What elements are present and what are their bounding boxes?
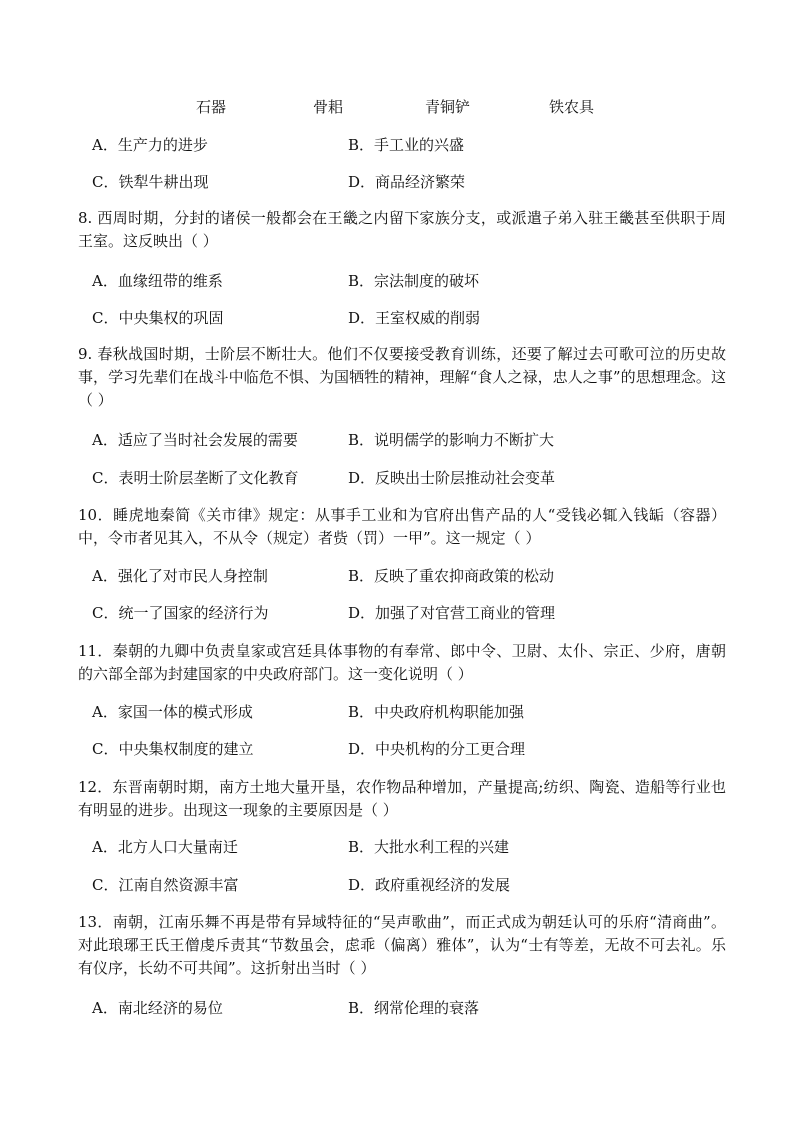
q13-option-b[interactable]: B．纲常伦理的衰落: [348, 999, 480, 1017]
q12-stem: 12．东晋南朝时期，南方土地大量开垦，农作物品种增加，产量提高;纺织、陶瓷、造船等行业也有明显的进步。出现这一现象的主要原因是（ ）: [78, 778, 726, 819]
q10-option-a[interactable]: A．强化了对市民人身控制: [92, 567, 268, 585]
q9-stem: 9. 春秋战国时期，士阶层不断壮大。他们不仅要接受教育训练，还要了解过去可歌可泣的历史故事，学习先辈们在战斗中临危不惧、为国牺牲的精神，理解“食人之禄，忠人之事”的思想理念。这（ ）: [78, 345, 726, 409]
q12-option-a[interactable]: A．北方人口大量南迁: [92, 838, 238, 856]
caption-bronze-shovel: 青铜铲: [425, 98, 471, 116]
q9-option-b[interactable]: B．说明儒学的影响力不断扩大: [348, 431, 555, 449]
q8-option-d[interactable]: D．王室权威的削弱: [348, 309, 481, 327]
q8-option-a[interactable]: A．血缘纽带的维系: [92, 272, 223, 290]
q7-option-b[interactable]: B．手工业的兴盛: [348, 136, 465, 154]
q12-option-b[interactable]: B．大批水利工程的兴建: [348, 838, 510, 856]
q7-option-a[interactable]: A．生产力的进步: [92, 136, 208, 154]
q11-option-b[interactable]: B．中央政府机构职能加强: [348, 703, 525, 721]
q12-option-d[interactable]: D．政府重视经济的发展: [348, 876, 511, 894]
q12-option-c[interactable]: C．江南自然资源丰富: [92, 876, 239, 894]
q13-option-a[interactable]: A．南北经济的易位: [92, 999, 223, 1017]
q8-option-b[interactable]: B．宗法制度的破坏: [348, 272, 480, 290]
q8-option-c[interactable]: C．中央集权的巩固: [92, 309, 224, 327]
q10-option-c[interactable]: C．统一了国家的经济行为: [92, 604, 269, 622]
q13-stem: 13．南朝，江南乐舞不再是带有异域特征的“吴声歌曲”，而正式成为朝廷认可的乐府“清商曲”。对此琅琊王氏王僧虔斥责其“节数虽会，虑乖（偏离）雅体”，认为“士有等差，无故不可去礼。乐有仪序，长幼不可共闻”。这折射出当时（ ）: [78, 913, 726, 977]
caption-bone-spade: 骨耜: [313, 98, 344, 116]
q7-option-d[interactable]: D．商品经济繁荣: [348, 173, 466, 191]
q9-option-c[interactable]: C．表明士阶层垄断了文化教育: [92, 469, 299, 487]
q7-option-c[interactable]: C．铁犁牛耕出现: [92, 173, 209, 191]
q8-stem: 8. 西周时期，分封的诸侯一般都会在王畿之内留下家族分支，或派遣子弟入驻王畿甚至供职于周王室。这反映出（ ）: [78, 209, 726, 250]
q9-option-d[interactable]: D．反映出士阶层推动社会变革: [348, 469, 556, 487]
q10-stem: 10．睡虎地秦简《关市律》规定：从事手工业和为官府出售产品的人“受钱必辄入钱缿（容器）中，令市者见其入，不从令（规定）者赀（罚）一甲”。这一规定（ ）: [78, 506, 726, 547]
q11-option-a[interactable]: A．家国一体的模式形成: [92, 703, 253, 721]
q11-option-d[interactable]: D．中央机构的分工更合理: [348, 740, 526, 758]
q11-option-c[interactable]: C．中央集权制度的建立: [92, 740, 254, 758]
q10-option-d[interactable]: D．加强了对官营工商业的管理: [348, 604, 556, 622]
caption-iron-tools: 铁农具: [549, 98, 595, 116]
q9-option-a[interactable]: A．适应了当时社会发展的需要: [92, 431, 298, 449]
q10-option-b[interactable]: B．反映了重农抑商政策的松动: [348, 567, 555, 585]
q11-stem: 11．秦朝的九卿中负责皇家或宫廷具体事物的有奉常、郎中令、卫尉、太仆、宗正、少府，唐朝的六部全部为封建国家的中央政府部门。这一变化说明（ ）: [78, 642, 726, 683]
caption-stone-tools: 石器: [196, 98, 227, 116]
